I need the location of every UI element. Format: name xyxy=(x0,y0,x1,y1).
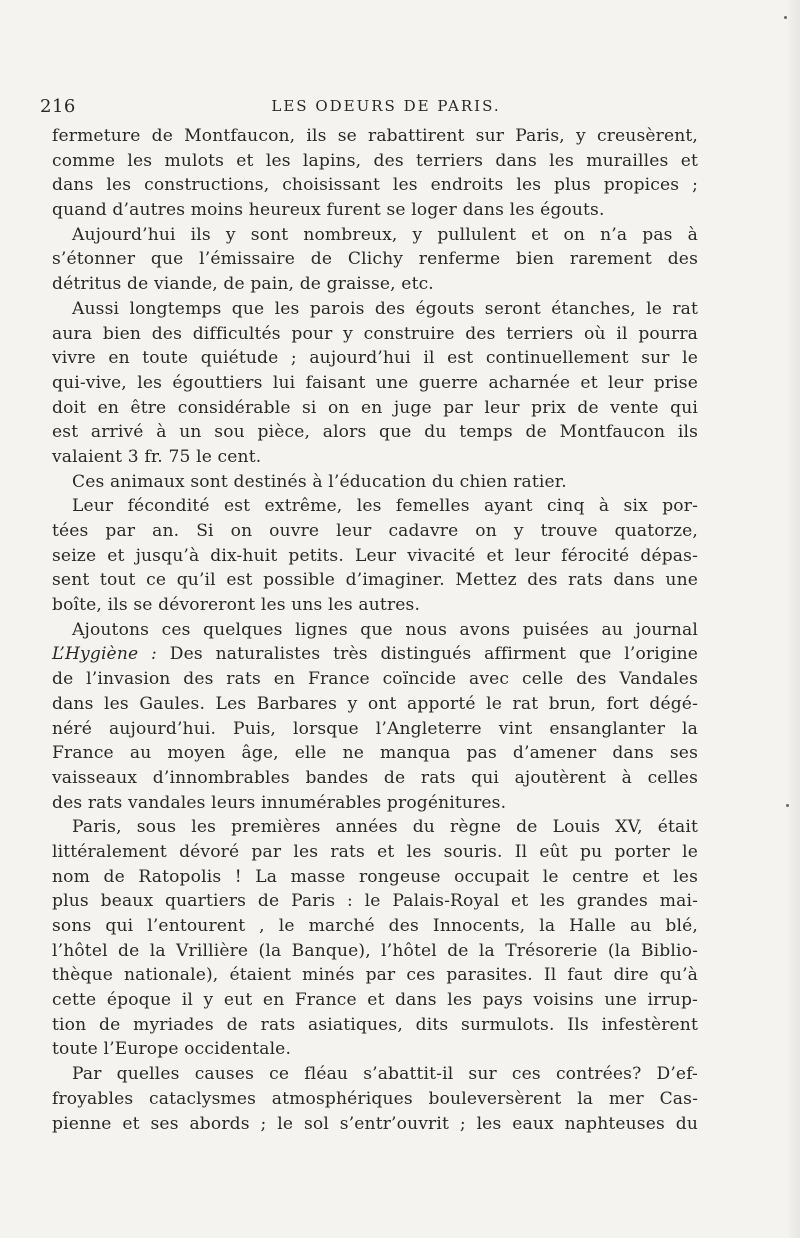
text-line: est arrivé à un sou pièce, alors que du temps de Montfaucon ils xyxy=(52,422,698,443)
text-line: vaisseaux d’innombrables bandes de rats qui ajoutèrent à celles xyxy=(52,767,698,788)
text-line: des rats vandales leurs innumérables progénitures. xyxy=(52,792,507,813)
text-line: aura bien des difficultés pour y construire des terriers où il pourra xyxy=(52,323,698,344)
text-line: cette époque il y eut en France et dans les pays voisins une irrup- xyxy=(52,990,698,1011)
text-line: tées par an. Si on ouvre leur cadavre on y trouve quatorze, xyxy=(52,521,698,541)
text-line: froyables cataclysmes atmosphériques bouleversèrent la mer Cas- xyxy=(52,1088,698,1109)
journal-title: L’Hygiène : xyxy=(52,644,157,665)
text-line: seize et jusqu’à dix-huit petits. Leur vivacité et leur férocité dépas- xyxy=(52,545,698,566)
text-line: sons qui l’entourent , le marché des Innocents, la Halle au blé, xyxy=(52,916,698,936)
text-line: Leur fécondité est extrême, les femelles ayant cinq à six por- xyxy=(72,496,698,517)
text-line: boîte, ils se dévoreront les uns les autres. xyxy=(52,595,421,616)
text-line: qui-vive, les égouttiers lui faisant une guerre acharnée et leur prise xyxy=(52,372,698,393)
edge-speck xyxy=(786,804,789,807)
text-line: quand d’autres moins heureux furent se loger dans les égouts. xyxy=(52,200,605,221)
text-line: s’étonner que l’émissaire de Clichy renferme bien rarement des xyxy=(52,249,698,270)
text-line: France au moyen âge, elle ne manqua pas d’amener dans ses xyxy=(52,743,698,764)
running-title: LES ODEURS DE PARIS. xyxy=(271,97,501,115)
text-line-content: Des naturalistes très distingués affirment que l’origine xyxy=(156,644,698,665)
page-number: 216 xyxy=(40,96,76,117)
text-line: vivre en toute quiétude ; aujourd’hui il est continuellement sur le xyxy=(52,348,698,369)
text-line: dans les constructions, choisissant les endroits les plus propices ; xyxy=(52,175,698,196)
text-line: nom de Ratopolis ! La masse rongeuse occupait le centre et les xyxy=(52,866,698,887)
text-line: tion de myriades de rats asiatiques, dits surmulots. Ils infestèrent xyxy=(52,1014,698,1035)
text-line: toute l’Europe occidentale. xyxy=(52,1039,292,1060)
text-line: littéralement dévoré par les rats et les souris. Il eût pu porter le xyxy=(52,841,698,862)
page-edge-shadow xyxy=(786,0,800,1238)
text-line: Par quelles causes ce fléau s’abattit-il sur ces contrées? D’ef- xyxy=(72,1064,698,1085)
page-header xyxy=(40,96,702,122)
text-line: Ces animaux sont destinés à l’éducation du chien ratier. xyxy=(72,471,567,492)
text-line: sent tout ce qu’il est possible d’imaginer. Mettez des rats dans une xyxy=(52,570,698,591)
text-line: Ajoutons ces quelques lignes que nous avons puisées au journal xyxy=(72,619,698,640)
text-line: détritus de viande, de pain, de graisse, etc. xyxy=(52,274,434,295)
text-line: fermeture de Montfaucon, ils se rabattirent sur Paris, y creusèrent, xyxy=(52,126,698,146)
text-line: Paris, sous les premières années du règne de Louis XV, était xyxy=(72,817,698,838)
text-line: plus beaux quartiers de Paris : le Palais-Royal et les grandes mai- xyxy=(52,891,698,912)
text-line: Aujourd’hui ils y sont nombreux, y pullulent et on n’a pas à xyxy=(72,224,698,245)
text-line: néré aujourd’hui. Puis, lorsque l’Angleterre vint ensanglanter la xyxy=(52,718,698,739)
text-line: l’hôtel de la Vrillière (la Banque), l’hôtel de la Trésorerie (la Biblio- xyxy=(52,940,698,961)
text-line: doit en être considérable si on en juge par leur prix de vente qui xyxy=(52,397,698,418)
text-line: comme les mulots et les lapins, des terriers dans les murailles et xyxy=(52,150,698,171)
text-line: Aussi longtemps que les parois des égouts seront étanches, le rat xyxy=(72,298,698,319)
text-line xyxy=(52,642,698,667)
body-text xyxy=(52,124,698,1136)
text-line: de l’invasion des rats en France coïncide avec celle des Vandales xyxy=(52,669,698,690)
text-line: thèque nationale), étaient minés par ces parasites. Il faut dire qu’à xyxy=(52,965,698,986)
edge-speck xyxy=(784,16,787,19)
text-line: pienne et ses abords ; le sol s’entr’ouvrit ; les eaux naphteuses du xyxy=(52,1113,698,1134)
text-line: dans les Gaules. Les Barbares y ont apporté le rat brun, fort dégé- xyxy=(52,693,698,714)
text-line: valaient 3 fr. 75 le cent. xyxy=(52,446,262,467)
